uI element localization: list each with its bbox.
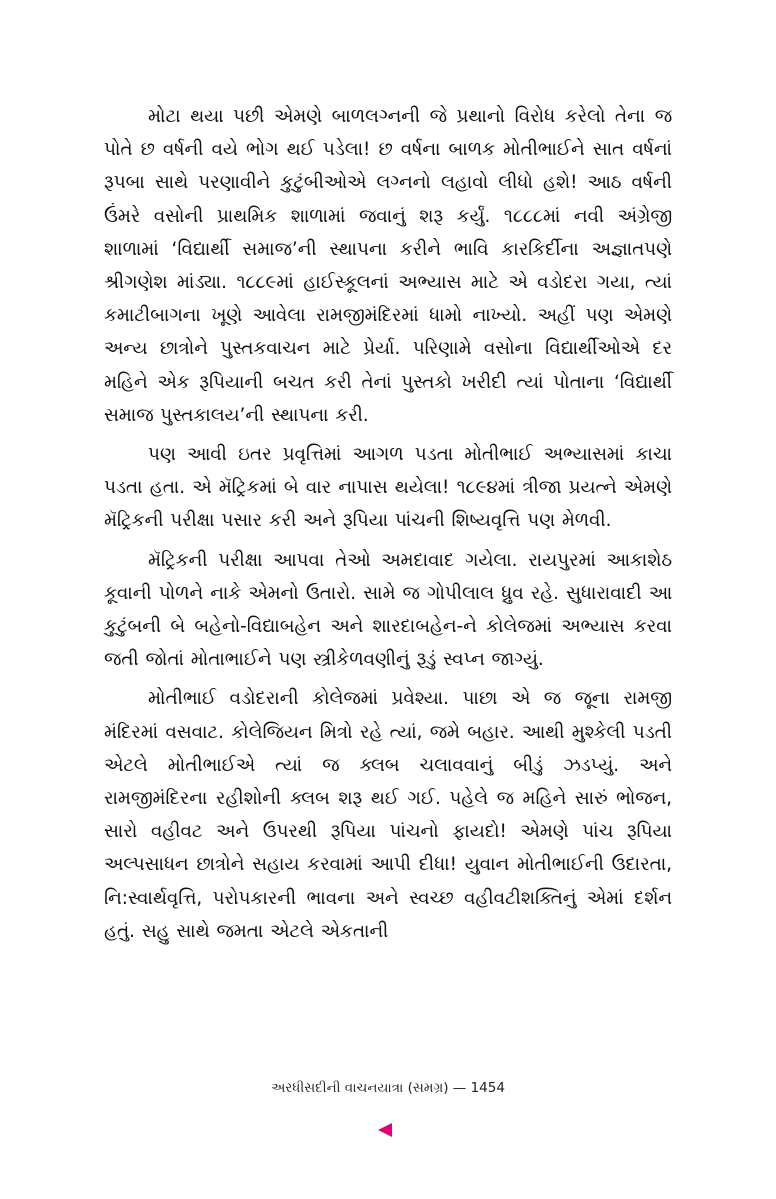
paragraph-4: મોતીભાઈ વડોદરાની કોલેજમાં પ્રવેશ્યા. પાછા એ જ જૂના રામજી મંદિરમાં વસવાટ. કોલેજિયન મિત્રો રહે ત્યાં, જમે બહાર. આથી મુશ્કેલી પડતી એટલે મોતીભાઈએ ત્યાં જ ક્લબ ચલાવવાનું બીડું ઝડપ્યું. અને રામજીમંદિરના રહીશોની ક્લબ શરૂ થઈ ગઈ. પહેલે જ મહિને સારું ભોજન, સારો વહીવટ અને ઉપરથી રૂપિયા પાંચનો ફાયદો! એમણે પાંચ રૂપિયા અલ્પસાધન છાત્રોને સહાય કરવામાં આપી દીધા! યુવાન મોતીભાઈની ઉદારતા, નિ:સ્વાર્થવૃત્તિ, પરોપકારની ભાવના અને સ્વચ્છ વહીવટીશક્તિનું એમાં દર્શન હતું. સહુ સાથે જમતા એટલે એકતાની [104,688,672,942]
paragraph-3: મૅટ્રિકની પરીક્ષા આપવા તેઓ અમદાવાદ ગયેલા. રાયપુરમાં આકાશેઠ કૂવાની પોળને નાકે એમનો ઉતારો. સામે જ ગોપીલાલ ધ્રુવ રહે. સુધારાવાદી આ કુટુંબની બે બહેનો-વિદ્યાબહેન અને શારદાબહેન-ને કોલેજમાં અભ્યાસ કરવા જતી જોતાં મોતાભાઈને પણ સ્ત્રીકેળવણીનું રૂડું સ્વપ્ન જાગ્યું. [104,549,672,671]
previous-page-arrow-icon[interactable] [378,1123,392,1137]
paragraph-1: મોટા થયા પછી એમણે બાળલગ્નની જે પ્રથાનો વિરોધ કરેલો તેના જ પોતે છ વર્ષની વયે ભોગ થઈ પડેલા! છ વર્ષના બાળક મોતીભાઈને સાત વર્ષનાં રૂપબા સાથે પરણાવીને કુટુંબીઓએ લગ્નનો લહાવો લીધો હશે! આઠ વર્ષની ઉંમરે વસોની પ્રાથમિક શાળામાં જવાનું શરૂ કર્યું. ૧૮૮૮માં નવી અંગ્રેજી શાળામાં ‘વિદ્યાર્થી સમાજ’ની સ્થાપના કરીને ભાવિ કારકિર્દીના અજ્ઞાતપણે શ્રીગણેશ માંડ્યા. ૧૮૮૯માં હાઈસ્કૂલનાં અભ્યાસ માટે એ વડોદરા ગયા, ત્યાં કમાટીબાગના ખૂણે આવેલા રામજીમંદિરમાં ધામો નાખ્યો. અહીં પણ એમણે અન્ય છાત્રોને પુસ્તકવાચન માટે પ્રેર્યા. પરિણામે વસોના વિદ્યાર્થીઓએ દર મહિને એક રૂપિયાની બચત કરી તેનાં પુસ્તકો ખરીદી ત્યાં પોતાના ‘વિદ્યાર્થી સમાજ પુસ્તકાલય’ની સ્થાપના કરી. [104,106,672,426]
body-text [104,100,672,948]
paragraph-2: પણ આવી ઇતર પ્રવૃત્તિમાં આગળ પડતા મોતીભાઈ અભ્યાસમાં કાચા પડતા હતા. એ મૅટ્રિકમાં બે વાર નાપાસ થયેલા! ૧૮૯૪માં ત્રીજા પ્રયત્ને એમણે મૅટ્રિકની પરીક્ષા પસાર કરી અને રૂપિયા પાંચની શિષ્યવૃત્તિ પણ મેળવી. [104,444,672,532]
page-footer: અરધીસદીની વાચનયાત્રા (સમગ્ર) — 1454 [271,1080,505,1096]
